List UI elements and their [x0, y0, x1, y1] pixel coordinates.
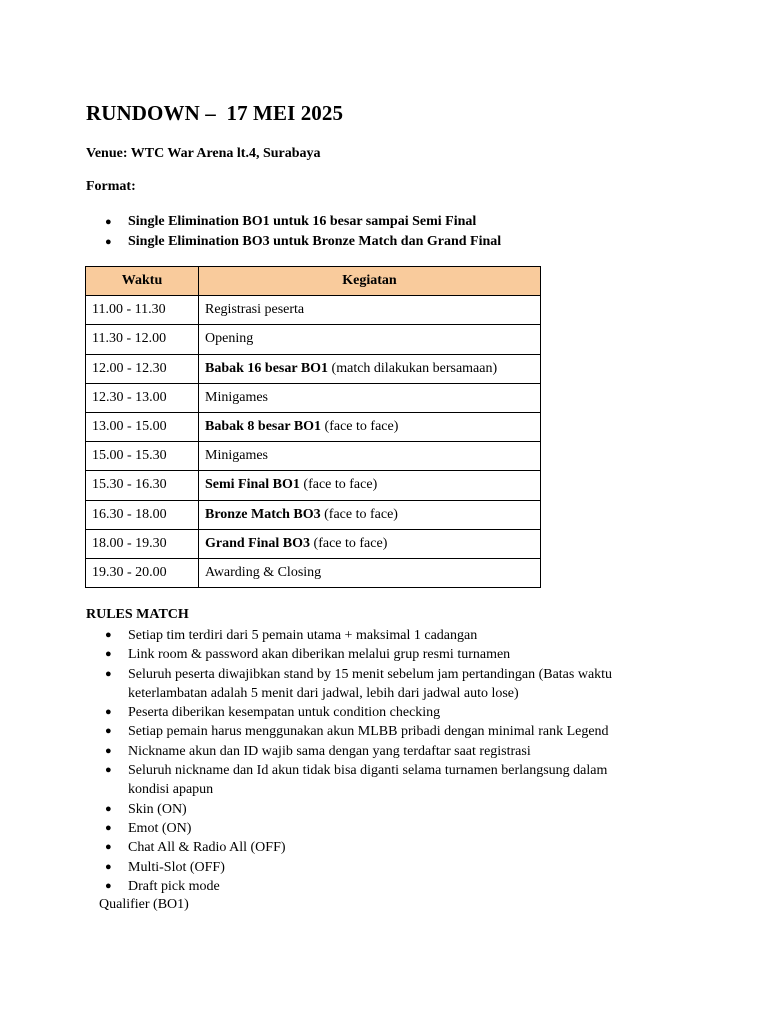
cell-time: 18.00 - 19.30 [86, 529, 199, 558]
table-row [86, 529, 541, 558]
rule-item [86, 742, 646, 761]
format-item [86, 232, 501, 252]
table-body [86, 296, 541, 588]
table-row [86, 471, 541, 500]
activity-text: Minigames [205, 389, 268, 405]
cell-activity [199, 296, 541, 325]
rule-item [86, 722, 646, 741]
rule-item [86, 800, 646, 819]
cell-time: 11.30 - 12.00 [86, 325, 199, 354]
bullet-icon: ● [105, 629, 112, 641]
rule-item-text: Chat All & Radio All (OFF) [128, 840, 286, 856]
activity-text: (face to face) [310, 535, 388, 551]
table-row [86, 383, 541, 412]
rule-item [86, 761, 646, 800]
rule-item-text: Link room & password akan diberikan melalui grup resmi turnamen [128, 647, 511, 663]
format-list [86, 212, 501, 252]
rule-item [86, 626, 646, 645]
cell-time: 12.00 - 12.30 [86, 354, 199, 383]
cell-time: 15.30 - 16.30 [86, 471, 199, 500]
bullet-icon: ● [105, 821, 112, 834]
rule-item-text: Skin (ON) [128, 801, 187, 817]
rule-item [86, 858, 646, 877]
rule-item-text: Multi-Slot (OFF) [128, 859, 225, 875]
bullet-icon: ● [105, 216, 112, 228]
rundown-table [85, 266, 541, 588]
cell-activity [199, 471, 541, 500]
activity-text: Opening [205, 331, 254, 347]
rule-item [86, 819, 646, 838]
cell-time: 16.30 - 18.00 [86, 500, 199, 529]
cell-activity [199, 442, 541, 471]
table-row [86, 558, 541, 587]
activity-text: Minigames [205, 448, 268, 464]
rule-item [86, 645, 646, 664]
cell-time: 15.00 - 15.30 [86, 442, 199, 471]
bullet-icon: ● [105, 236, 112, 248]
page-title: RUNDOWN – 17 MEI 2025 [86, 101, 344, 125]
rule-item-text: Seluruh peserta diwajibkan stand by 15 menit sebelum jam pertandingan (Batas waktu keterlambatan adalah 5 menit dari jadwal, lebih dari jadwal auto lose) [128, 666, 613, 701]
activity-text: (face to face) [321, 419, 399, 435]
format-item-text: Single Elimination BO1 untuk 16 besar sampai Semi Final [128, 214, 477, 229]
cell-time: 12.30 - 13.00 [86, 383, 199, 412]
activity-text: Awarding & Closing [205, 564, 322, 580]
cell-activity [199, 354, 541, 383]
cell-time: 13.00 - 15.00 [86, 412, 199, 441]
rule-item-text: Nickname akun dan ID wajib sama dengan yang terdaftar saat registrasi [128, 743, 531, 759]
rules-list [86, 626, 646, 896]
bullet-icon: ● [105, 879, 112, 892]
cell-activity [199, 325, 541, 354]
cell-activity [199, 383, 541, 412]
rule-item-text: Peserta diberikan kesempatan untuk condition checking [128, 705, 441, 721]
header-time: Waktu [86, 267, 199, 296]
format-label: Format: [86, 179, 136, 194]
rule-item-text: Seluruh nickname dan Id akun tidak bisa diganti selama turnamen berlangsung dalam kondisi apapun [128, 763, 608, 798]
rule-item-text: Setiap pemain harus menggunakan akun MLBB pribadi dengan minimal rank Legend [128, 724, 609, 740]
table-row [86, 296, 541, 325]
rule-item-text: Emot (ON) [128, 820, 192, 836]
table-header-row [86, 267, 541, 296]
cell-activity [199, 529, 541, 558]
cell-time: 19.30 - 20.00 [86, 558, 199, 587]
rule-item-text: Setiap tim terdiri dari 5 pemain utama + maksimal 1 cadangan [128, 628, 478, 643]
rule-item [86, 665, 646, 704]
format-item [86, 212, 501, 232]
cell-activity [199, 500, 541, 529]
table-row [86, 412, 541, 441]
bullet-icon: ● [105, 725, 112, 738]
qualifier-text: Qualifier (BO1) [99, 897, 189, 912]
rules-title: RULES MATCH [86, 607, 189, 622]
cell-activity [199, 558, 541, 587]
cell-activity [199, 412, 541, 441]
rule-item-text: Draft pick mode [128, 878, 220, 894]
activity-bold-text: Babak 16 besar BO1 [205, 360, 329, 376]
format-item-text: Single Elimination BO3 untuk Bronze Match dan Grand Final [128, 234, 502, 249]
bullet-icon: ● [105, 648, 112, 661]
bullet-icon: ● [105, 860, 112, 873]
activity-bold-text: Bronze Match BO3 [205, 506, 321, 522]
activity-text: (face to face) [299, 477, 378, 493]
bullet-icon: ● [105, 764, 112, 777]
activity-text: (face to face) [320, 506, 398, 522]
table-row [86, 354, 541, 383]
activity-bold-text: Semi Final BO1 [205, 477, 300, 493]
venue-text: Venue: WTC War Arena lt.4, Surabaya [86, 146, 321, 161]
bullet-icon: ● [105, 744, 112, 757]
rule-item [86, 703, 646, 722]
bullet-icon: ● [105, 841, 112, 854]
activity-bold-text: Babak 8 besar BO1 [205, 419, 322, 435]
activity-text: Registrasi peserta [205, 302, 305, 318]
rule-item [86, 838, 646, 857]
cell-time: 11.00 - 11.30 [86, 296, 199, 325]
bullet-icon: ● [105, 706, 112, 719]
table-row [86, 500, 541, 529]
bullet-icon: ● [105, 667, 112, 680]
table-row [86, 325, 541, 354]
bullet-icon: ● [105, 802, 112, 815]
header-activity: Kegiatan [199, 267, 541, 296]
table-row [86, 442, 541, 471]
activity-text: (match dilakukan bersamaan) [328, 360, 498, 376]
activity-bold-text: Grand Final BO3 [205, 535, 311, 551]
rule-item [86, 877, 646, 896]
